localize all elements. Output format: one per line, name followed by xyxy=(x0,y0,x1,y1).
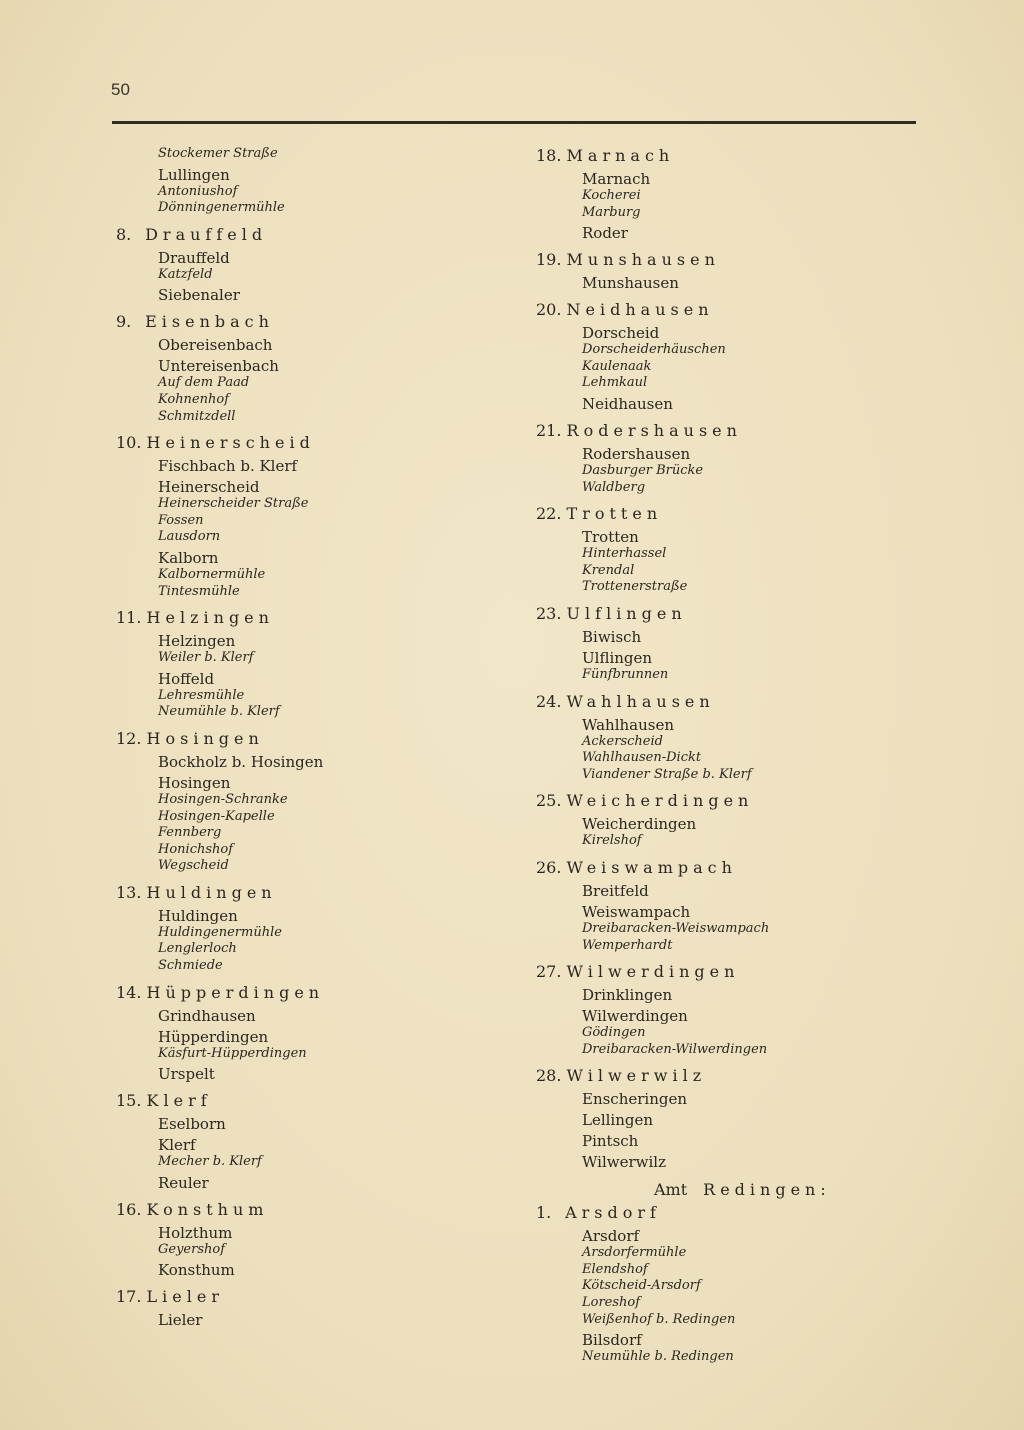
commune-section xyxy=(536,692,936,784)
hamlet-entry: Hinterhassel xyxy=(582,546,667,562)
hamlet-entry: Lausdorn xyxy=(158,529,221,545)
hamlet-entry: Hosingen-Schranke xyxy=(158,791,288,807)
locality-entry: Enscheringen xyxy=(582,1090,688,1109)
locality-entry: Weiswampach xyxy=(582,902,691,921)
locality-list xyxy=(536,986,936,1058)
locality-entry: Reuler xyxy=(158,1173,209,1192)
hamlet-entry: Wahlhausen-Dickt xyxy=(582,750,702,766)
locality-entry: Kalborn xyxy=(158,548,219,567)
commune-heading xyxy=(536,858,936,878)
locality-list xyxy=(116,907,476,975)
commune-section xyxy=(116,983,476,1084)
commune-name: Neidhausen xyxy=(566,300,714,320)
commune-name: Hüpperdingen xyxy=(146,982,325,1002)
commune-section xyxy=(536,146,936,242)
commune-number: 14. xyxy=(116,982,142,1002)
commune-name: Munshausen xyxy=(566,250,720,270)
hamlet-entry: Krendal xyxy=(582,562,635,578)
hamlet-entry: Ackerscheid xyxy=(582,733,663,749)
commune-section xyxy=(116,146,476,217)
locality-list xyxy=(536,882,936,954)
commune-heading xyxy=(536,604,936,624)
commune-number: 24. xyxy=(536,691,562,711)
commune-number: 10. xyxy=(116,433,142,453)
hamlet-entry: Dorscheiderhäuschen xyxy=(582,342,726,358)
commune-section xyxy=(116,312,476,425)
locality-entry: Holzthum xyxy=(158,1223,233,1242)
hamlet-entry: Kaulenaak xyxy=(582,358,652,374)
hamlet-entry: Waldberg xyxy=(582,479,646,495)
commune-heading xyxy=(116,225,476,245)
hamlet-entry: Fennberg xyxy=(158,825,222,841)
commune-number: 16. xyxy=(116,1199,142,1219)
commune-section xyxy=(116,433,476,600)
locality-entry: Lullingen xyxy=(158,165,230,184)
commune-section xyxy=(536,604,936,684)
locality-entry: Urspelt xyxy=(158,1065,215,1084)
commune-name: Klerf xyxy=(146,1091,212,1111)
hamlet-entry: Neumühle b. Redingen xyxy=(582,1349,734,1365)
hamlet-entry: Dönningenermühle xyxy=(158,200,285,216)
commune-heading xyxy=(536,692,936,712)
commune-heading xyxy=(116,1287,476,1307)
commune-section xyxy=(116,729,476,875)
locality-list xyxy=(536,528,936,596)
hamlet-entry: Wemperhardt xyxy=(582,937,673,953)
hamlet-entry: Schmiede xyxy=(158,958,223,974)
commune-number: 20. xyxy=(536,300,562,320)
commune-name: Hosingen xyxy=(146,728,264,748)
hamlet-entry: Weiler b. Klerf xyxy=(158,650,254,666)
locality-entry: Roder xyxy=(582,224,628,243)
hamlet-entry: Lehresmühle xyxy=(158,687,245,703)
commune-heading xyxy=(116,1200,476,1220)
hamlet-entry: Antoniushof xyxy=(158,183,238,199)
locality-list xyxy=(116,249,476,305)
commune-heading xyxy=(116,729,476,749)
commune-name: Drauffeld xyxy=(145,224,268,244)
locality-list xyxy=(536,445,936,496)
commune-name: Wilwerwilz xyxy=(566,1066,707,1086)
commune-name: Rodershausen xyxy=(566,420,742,440)
locality-entry: Rodershausen xyxy=(582,444,691,463)
commune-number: 28. xyxy=(536,1066,562,1086)
locality-entry: Grindhausen xyxy=(158,1006,256,1025)
hamlet-entry: Gödingen xyxy=(582,1025,646,1041)
locality-entry: Fischbach b. Klerf xyxy=(158,457,298,476)
commune-number: 27. xyxy=(536,962,562,982)
locality-list xyxy=(536,716,936,784)
locality-entry: Drauffeld xyxy=(158,248,230,267)
locality-list xyxy=(116,1311,476,1329)
locality-list xyxy=(116,1224,476,1280)
commune-number: 19. xyxy=(536,250,562,270)
commune-number: 8. xyxy=(116,224,132,244)
commune-heading xyxy=(536,504,936,524)
locality-list xyxy=(116,457,476,600)
commune-name: Eisenbach xyxy=(145,312,274,332)
locality-entry: Helzingen xyxy=(158,632,236,651)
commune-number: 15. xyxy=(116,1091,142,1111)
locality-entry: Konsthum xyxy=(158,1261,235,1280)
locality-entry: Bilsdorf xyxy=(582,1331,642,1350)
commune-heading xyxy=(536,300,936,320)
locality-list xyxy=(536,170,936,242)
hamlet-entry: Auf dem Paad xyxy=(158,375,250,391)
locality-list xyxy=(536,1090,936,1171)
commune-number: 12. xyxy=(116,728,142,748)
commune-name: Arsdorf xyxy=(565,1203,661,1223)
hamlet-entry: Honichshof xyxy=(158,841,234,857)
commune-number: 1. xyxy=(536,1203,552,1223)
commune-heading xyxy=(116,433,476,453)
commune-section xyxy=(536,504,936,596)
commune-number: 26. xyxy=(536,857,562,877)
locality-entry: Neidhausen xyxy=(582,394,673,413)
commune-number: 25. xyxy=(536,791,562,811)
locality-entry: Siebenaler xyxy=(158,286,240,305)
commune-section xyxy=(116,608,476,721)
locality-entry: Obereisenbach xyxy=(158,336,273,355)
commune-section xyxy=(536,300,936,413)
locality-entry: Breitfeld xyxy=(582,881,649,900)
locality-list xyxy=(116,1007,476,1084)
locality-list xyxy=(536,815,936,850)
commune-number: 23. xyxy=(536,603,562,623)
locality-entry: Lellingen xyxy=(582,1111,654,1130)
hamlet-entry: Geyershof xyxy=(158,1241,226,1257)
hamlet-entry: Kocherei xyxy=(582,188,641,203)
hamlet-entry: Kohnenhof xyxy=(158,391,230,407)
right-column xyxy=(536,146,936,1374)
hamlet-entry: Arsdorfermühle xyxy=(582,1245,687,1261)
hamlet-entry: Marburg xyxy=(582,204,641,220)
hamlet-entry: Hosingen-Kapelle xyxy=(158,808,275,824)
hamlet-entry: Elendshof xyxy=(582,1261,648,1277)
locality-list xyxy=(116,753,476,875)
commune-heading xyxy=(536,962,936,982)
commune-name: Wilwerdingen xyxy=(566,962,740,982)
locality-entry: Lieler xyxy=(158,1311,203,1330)
hamlet-entry: Trottenerstraße xyxy=(582,579,688,595)
amt-name: Redingen: xyxy=(703,1180,831,1200)
hamlet-entry: Dreibaracken-Weiswampach xyxy=(582,920,770,936)
locality-list xyxy=(116,146,476,217)
hamlet-entry: Kalbornermühle xyxy=(158,566,266,582)
locality-entry: Hüpperdingen xyxy=(158,1027,269,1046)
hamlet-entry: Neumühle b. Klerf xyxy=(158,704,280,720)
commune-name: Ulflingen xyxy=(566,603,687,623)
left-column xyxy=(116,146,476,1337)
hamlet-entry: Tintesmühle xyxy=(158,583,240,599)
hamlet-entry: Lenglerloch xyxy=(158,941,237,957)
locality-list xyxy=(536,1227,936,1366)
hamlet-entry: Kötscheid-Arsdorf xyxy=(582,1278,701,1294)
locality-list xyxy=(116,1115,476,1192)
commune-section xyxy=(536,962,936,1058)
commune-name: Heinerscheid xyxy=(146,433,315,453)
locality-entry: Wahlhausen xyxy=(582,715,675,734)
commune-section xyxy=(116,883,476,975)
commune-number: 18. xyxy=(536,146,562,165)
hamlet-entry: Mecher b. Klerf xyxy=(158,1154,262,1170)
commune-section xyxy=(536,1066,936,1171)
locality-entry: Ulflingen xyxy=(582,648,653,667)
commune-section xyxy=(116,225,476,305)
hamlet-entry: Kirelshof xyxy=(582,833,642,849)
commune-section xyxy=(116,1200,476,1280)
commune-name: Weicherdingen xyxy=(566,791,754,811)
commune-name: Wahlhausen xyxy=(566,691,715,711)
header-rule xyxy=(112,121,916,124)
commune-section xyxy=(536,421,936,496)
commune-name: Helzingen xyxy=(146,608,274,628)
locality-entry: Hoffeld xyxy=(158,669,215,688)
commune-number: 11. xyxy=(116,608,142,628)
commune-heading xyxy=(536,146,936,166)
locality-entry: Klerf xyxy=(158,1136,196,1155)
locality-list xyxy=(536,628,936,684)
commune-section xyxy=(116,1091,476,1192)
locality-entry: Arsdorf xyxy=(582,1227,640,1246)
hamlet-entry: Viandener Straße b. Klerf xyxy=(582,766,752,782)
hamlet-entry: Katzfeld xyxy=(158,266,213,282)
commune-heading xyxy=(116,312,476,332)
locality-entry: Drinklingen xyxy=(582,986,673,1005)
commune-section xyxy=(536,858,936,954)
hamlet-entry: Wegscheid xyxy=(158,858,229,874)
hamlet-entry: Dasburger Brücke xyxy=(582,462,704,478)
locality-entry: Eselborn xyxy=(158,1115,226,1134)
hamlet-entry: Fossen xyxy=(158,512,204,528)
commune-number: 22. xyxy=(536,504,562,524)
locality-entry: Trotten xyxy=(582,528,639,547)
commune-name: Marnach xyxy=(566,146,675,165)
page-number: 50 xyxy=(111,80,130,99)
hamlet-entry: Stockemer Straße xyxy=(158,146,278,161)
locality-entry: Hosingen xyxy=(158,773,231,792)
locality-entry: Untereisenbach xyxy=(158,357,279,376)
commune-section xyxy=(116,1287,476,1329)
commune-number: 9. xyxy=(116,312,132,332)
commune-heading xyxy=(116,883,476,903)
commune-section xyxy=(536,250,936,292)
commune-heading xyxy=(536,791,936,811)
locality-entry: Dorscheid xyxy=(582,324,660,343)
locality-entry: Bockholz b. Hosingen xyxy=(158,752,324,771)
locality-entry: Munshausen xyxy=(582,274,679,293)
commune-heading xyxy=(536,1066,936,1086)
commune-heading xyxy=(536,1203,936,1223)
commune-number: 21. xyxy=(536,420,562,440)
locality-entry: Wilwerwilz xyxy=(582,1153,666,1172)
commune-name: Lieler xyxy=(146,1287,224,1307)
commune-heading xyxy=(116,608,476,628)
locality-entry: Marnach xyxy=(582,170,651,188)
commune-heading xyxy=(536,250,936,270)
hamlet-entry: Käsfurt-Hüpperdingen xyxy=(158,1045,307,1061)
locality-entry: Weicherdingen xyxy=(582,815,697,834)
locality-entry: Wilwerdingen xyxy=(582,1007,688,1026)
hamlet-entry: Heinerscheider Straße xyxy=(158,496,309,512)
commune-number: 17. xyxy=(116,1287,142,1307)
hamlet-entry: Schmitzdell xyxy=(158,408,236,424)
locality-entry: Heinerscheid xyxy=(158,478,260,497)
commune-name: Huldingen xyxy=(146,882,277,902)
commune-heading xyxy=(116,983,476,1003)
amt-prefix: Amt xyxy=(654,1180,688,1200)
commune-section xyxy=(536,1203,936,1366)
locality-list xyxy=(116,336,476,425)
commune-heading xyxy=(536,421,936,441)
locality-list xyxy=(536,274,936,292)
hamlet-entry: Fünfbrunnen xyxy=(582,666,669,682)
amt-heading xyxy=(536,1179,936,1201)
hamlet-entry: Huldingenermühle xyxy=(158,924,282,940)
locality-list xyxy=(536,324,936,413)
commune-name: Weiswampach xyxy=(566,857,737,877)
hamlet-entry: Lehmkaul xyxy=(582,375,648,391)
hamlet-entry: Loreshof xyxy=(582,1295,641,1311)
commune-section xyxy=(536,791,936,850)
commune-heading xyxy=(116,1091,476,1111)
locality-entry: Pintsch xyxy=(582,1132,639,1151)
hamlet-entry: Weißenhof b. Redingen xyxy=(582,1311,736,1327)
locality-entry: Huldingen xyxy=(158,906,238,925)
commune-name: Konsthum xyxy=(146,1199,269,1219)
commune-name: Trotten xyxy=(566,504,663,524)
locality-list xyxy=(116,632,476,721)
hamlet-entry: Dreibaracken-Wilwerdingen xyxy=(582,1041,768,1057)
locality-entry: Biwisch xyxy=(582,627,642,646)
commune-number: 13. xyxy=(116,882,142,902)
